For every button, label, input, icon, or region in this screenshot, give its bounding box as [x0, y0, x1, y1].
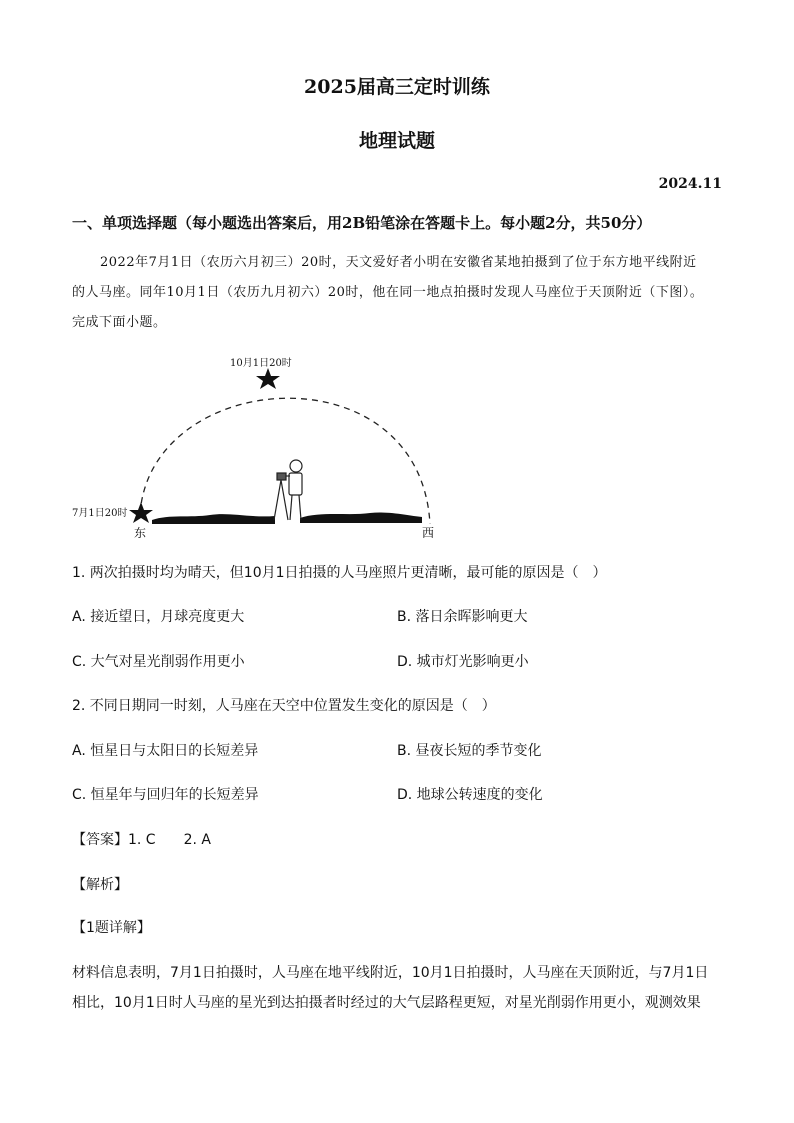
star-oct-icon: [256, 368, 280, 389]
label-west: 西: [422, 526, 435, 540]
question-2-option-a: A. 恒星日与太阳日的长短差异: [72, 743, 259, 759]
analysis-label: 【解析】: [72, 877, 128, 893]
material-line-2: 的人马座。同年10月1日（农历九月初六）20时，他在同一地点拍摄时发现人马座位于天顶附近（下图）。: [72, 285, 704, 300]
material-line-1: 2022年7月1日（农历六月初三）20时，天文爱好者小明在安徽省某地拍摄到了位于东方地平线附近: [100, 255, 697, 270]
photographer-icon: [274, 460, 302, 520]
answer-line: [72, 829, 211, 849]
star-jul-icon: [129, 502, 153, 523]
question-1-option-d: D. 城市灯光影响更小: [397, 654, 529, 670]
document-date: 2024.11: [658, 176, 722, 192]
material-line-3: 完成下面小题。: [72, 315, 167, 330]
answer-label: 【答案】: [72, 832, 128, 848]
answer-text: 1. C 2. A: [128, 832, 211, 848]
question-1-option-b: B. 落日余晖影响更大: [397, 609, 528, 625]
question-2-option-b: B. 昼夜长短的季节变化: [397, 743, 542, 759]
analysis-text: 材料信息表明，7月1日拍摄时，人马座在地平线附近，10月1日拍摄时，人马座在天顶附近，与7月1日相比，10月1日时人马座的星光到达拍摄者时经过的大气层路程更短，对星光削弱作用更小，观测效果: [72, 965, 709, 1011]
section-heading: 一、单项选择题（每小题选出答案后，用2B铅笔涂在答题卡上。每小题2分，共50分）: [72, 214, 652, 232]
question-2-option-c: C. 恒星年与回归年的长短差异: [72, 787, 259, 803]
ground-left: [152, 514, 275, 524]
document-title: 2025届高三定时训练: [304, 76, 490, 98]
material-paragraph: [72, 248, 732, 338]
document-subtitle: 地理试题: [358, 130, 435, 152]
question-2-option-d: D. 地球公转速度的变化: [397, 787, 543, 803]
question-1-option-c: C. 大气对星光削弱作用更小: [72, 654, 245, 670]
label-oct-1: 10月1日20时: [230, 358, 292, 369]
question-1-option-a: A. 接近望日，月球亮度更大: [72, 609, 245, 625]
question-2-stem: 2. 不同日期同一时刻，人马座在天空中位置发生变化的原因是（ ）: [72, 698, 496, 714]
ground-right: [300, 513, 422, 523]
label-east: 东: [134, 526, 147, 540]
sky-diagram: [60, 348, 460, 548]
label-jul-1: 7月1日20时: [72, 508, 128, 519]
analysis-detail-label: 【1题详解】: [72, 920, 151, 936]
question-1-stem: 1. 两次拍摄时均为晴天，但10月1日拍摄的人马座照片更清晰，最可能的原因是（ ）: [72, 565, 607, 581]
